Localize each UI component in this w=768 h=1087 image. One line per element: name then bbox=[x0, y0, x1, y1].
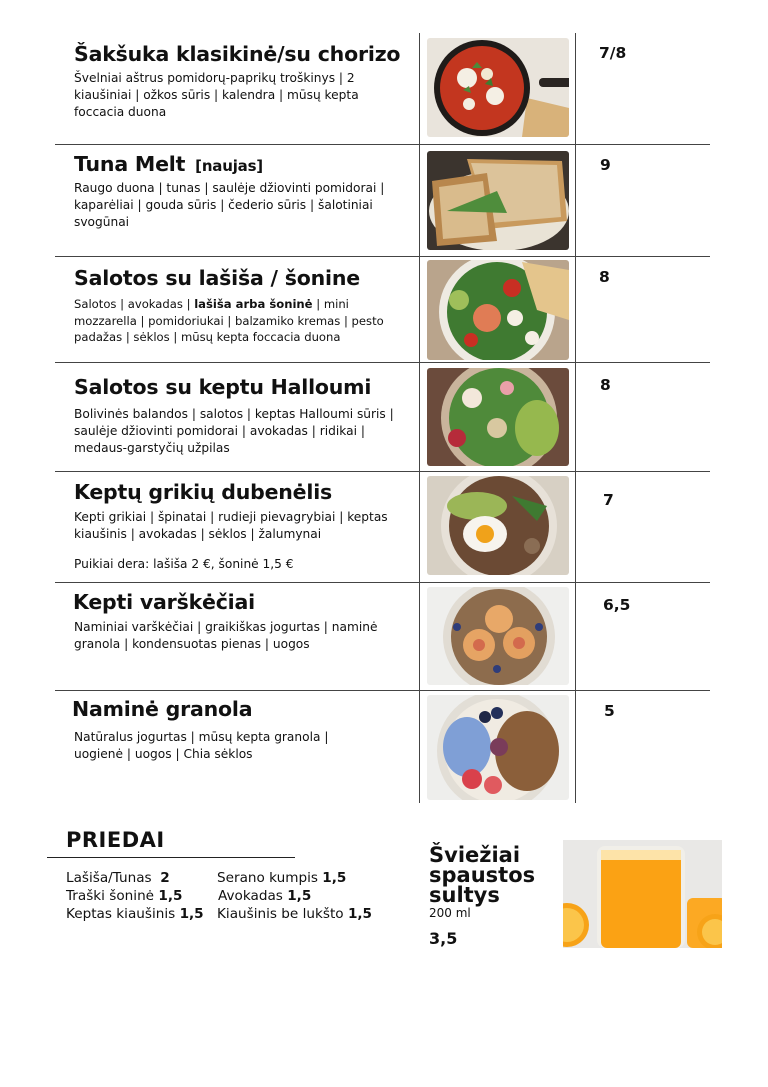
row-divider bbox=[55, 471, 710, 472]
addon-item bbox=[66, 906, 204, 922]
row-divider bbox=[55, 582, 710, 583]
item-description: Raugo duona | tunas | saulėje džiovinti pomidorai | kaparėliai | gouda sūris | čederio sūris | šalotiniai svogūnai bbox=[74, 181, 385, 229]
addon-name: Lašiša/Tunas bbox=[66, 870, 152, 886]
row-divider bbox=[55, 362, 710, 363]
juice-volume: 200 ml bbox=[429, 906, 471, 920]
addon-item bbox=[217, 906, 372, 922]
halloumi-salad-photo bbox=[427, 368, 569, 466]
item-description: Bolivinės balandos | salotos | keptas Halloumi sūris | saulėje džiovinti pomidorai | avokadas | ridikai | medaus-garstyčių užpilas bbox=[74, 407, 394, 455]
salmon-salad-photo bbox=[427, 260, 569, 360]
column-divider-right bbox=[575, 33, 576, 803]
item-title: Kepti varškėčiai bbox=[73, 590, 255, 614]
item-title: Keptų grikių dubenėlis bbox=[74, 480, 333, 504]
addon-price: 1,5 bbox=[158, 888, 183, 904]
item-description bbox=[74, 296, 394, 346]
item-price: 7/8 bbox=[599, 44, 627, 62]
juice-title: Šviežiai spaustos sultys bbox=[429, 843, 536, 907]
addon-name: Traški šoninė bbox=[66, 888, 155, 904]
addon-item bbox=[218, 888, 311, 904]
item-price: 5 bbox=[604, 702, 615, 720]
item-note: Puikiai dera: lašiša 2 €, šoninė 1,5 € bbox=[74, 557, 294, 571]
addon-price: 1,5 bbox=[322, 870, 347, 886]
addon-price: 1,5 bbox=[347, 906, 373, 922]
item-title: Salotos su lašiša / šonine bbox=[74, 266, 360, 290]
description-part: Salotos | avokadas | bbox=[74, 297, 195, 311]
column-divider-left bbox=[419, 33, 420, 803]
item-description: Kepti grikiai | špinatai | rudieji pievagrybiai | keptas kiaušinis | avokadas | sėklos | žalumynai bbox=[74, 510, 388, 541]
item-title: Šakšuka klasikinė/su chorizo bbox=[74, 42, 401, 66]
item-price: 8 bbox=[599, 268, 610, 286]
tuna-melt-photo bbox=[427, 151, 569, 250]
new-tag: [naujas] bbox=[195, 157, 263, 175]
description-highlight: lašiša arba šoninė bbox=[194, 297, 313, 311]
item-description: Naminiai varškėčiai | graikiškas jogurtas | naminė granola | kondensuotas pienas | uogos bbox=[74, 620, 378, 651]
granola-photo bbox=[427, 695, 569, 800]
addon-price: 1,5 bbox=[179, 906, 204, 922]
item-price: 7 bbox=[603, 491, 614, 509]
row-divider bbox=[55, 690, 710, 691]
item-description: Švelniai aštrus pomidorų-paprikų troškinys | 2 kiaušiniai | ožkos sūris | kalendra | mūsų kepta foccacia duona bbox=[74, 71, 359, 119]
juice-price: 3,5 bbox=[429, 929, 458, 948]
row-divider bbox=[55, 144, 710, 145]
addon-item bbox=[66, 888, 182, 904]
addon-item bbox=[217, 870, 346, 886]
addon-name: Kiaušinis be lukšto bbox=[217, 906, 344, 922]
item-title bbox=[74, 152, 263, 176]
orange-juice-photo bbox=[563, 840, 722, 948]
buckwheat-bowl-photo bbox=[427, 476, 569, 575]
addons-underline bbox=[47, 857, 295, 858]
addon-name: Serano kumpis bbox=[217, 870, 318, 886]
item-description: Natūralus jogurtas | mūsų kepta granola | uogienė | uogos | Chia sėklos bbox=[74, 730, 329, 761]
item-title: Naminė granola bbox=[72, 697, 253, 721]
addons-title: PRIEDAI bbox=[66, 828, 165, 852]
addon-price: 2 bbox=[160, 870, 170, 886]
item-price: 9 bbox=[600, 156, 611, 174]
shakshuka-photo bbox=[427, 38, 569, 137]
curd-pancakes-photo bbox=[427, 587, 569, 685]
item-title-text: Tuna Melt bbox=[74, 152, 186, 176]
addon-item bbox=[66, 870, 170, 886]
addon-name: Keptas kiaušinis bbox=[66, 906, 176, 922]
item-title: Salotos su keptu Halloumi bbox=[74, 375, 372, 399]
row-divider bbox=[55, 256, 710, 257]
item-price: 6,5 bbox=[603, 596, 631, 614]
addon-name: Avokadas bbox=[218, 888, 283, 904]
addon-price: 1,5 bbox=[287, 888, 312, 904]
item-price: 8 bbox=[600, 376, 611, 394]
description-part: | mini mozzarella | pomidoriukai | balzamiko kremas | pesto padažas | sėklos | mūsų kepta foccacia duona bbox=[74, 297, 384, 344]
